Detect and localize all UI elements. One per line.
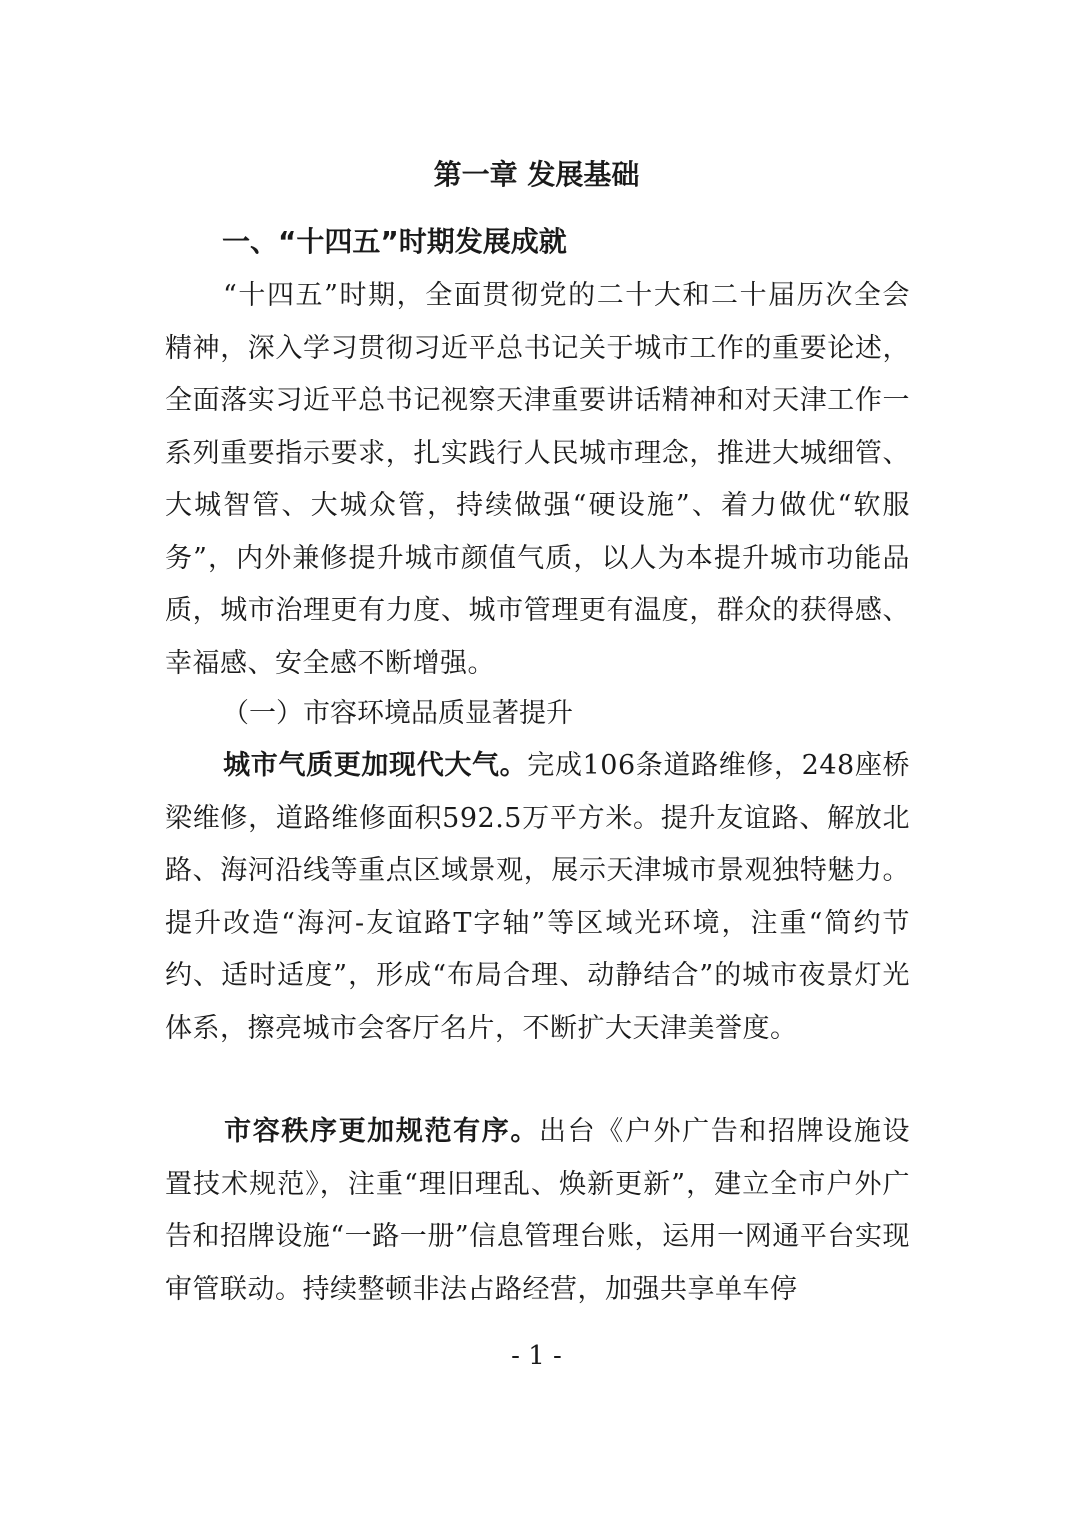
paragraph-lead: 市容秩序更加规范有序。 [223, 1116, 539, 1147]
intro-paragraph-text: “十四五”时期，全面贯彻党的二十大和二十届历次全会精神，深入学习贯彻习近平总书记关于城市工作的重要论述，全面落实习近平总书记视察天津重要讲话精神和对天津工作一系列重要指示要求，扎实践行人民城市理念，推进大城细管、大城智管、大城众管，持续做强“硬设施”、着力做优“软服务”，内外兼修提升城市颜值气质，以人为本提升城市功能品质，城市治理更有力度、城市管理更有温度，群众的获得感、幸福感、安全感不断增强。 [165, 280, 910, 679]
paragraph-city-quality [165, 740, 910, 1055]
paragraph-lead: 城市气质更加现代大气。 [223, 750, 528, 781]
paragraph-text: 出台《户外广告和招牌设施设置技术规范》，注重“理旧理乱、焕新更新”，建立全市户外广告和招牌设施“一路一册”信息管理台账，运用一网通平台实现审管联动。持续整顿非法占路经营，加强共享单车停 [165, 1116, 910, 1305]
subsection-heading: （一）市容环境品质显著提升 [222, 698, 573, 729]
paragraph-city-order [165, 1106, 910, 1316]
section-heading: 一、“十四五”时期发展成就 [222, 225, 567, 258]
chapter-title: 第一章 发展基础 [433, 158, 640, 191]
paragraph-text: 完成106条道路维修，248座桥梁维修，道路维修面积592.5万平方米。提升友谊路、解放北路、海河沿线等重点区域景观，展示天津城市景观独特魅力。提升改造“海河-友谊路T字轴”等区域光环境，注重“简约节约、适时适度”，形成“布局合理、动静结合”的城市夜景灯光体系，擦亮城市会客厅名片，不断扩大天津美誉度。 [165, 750, 911, 1044]
page-number: - 1 - [511, 1341, 562, 1371]
intro-paragraph [165, 270, 910, 690]
